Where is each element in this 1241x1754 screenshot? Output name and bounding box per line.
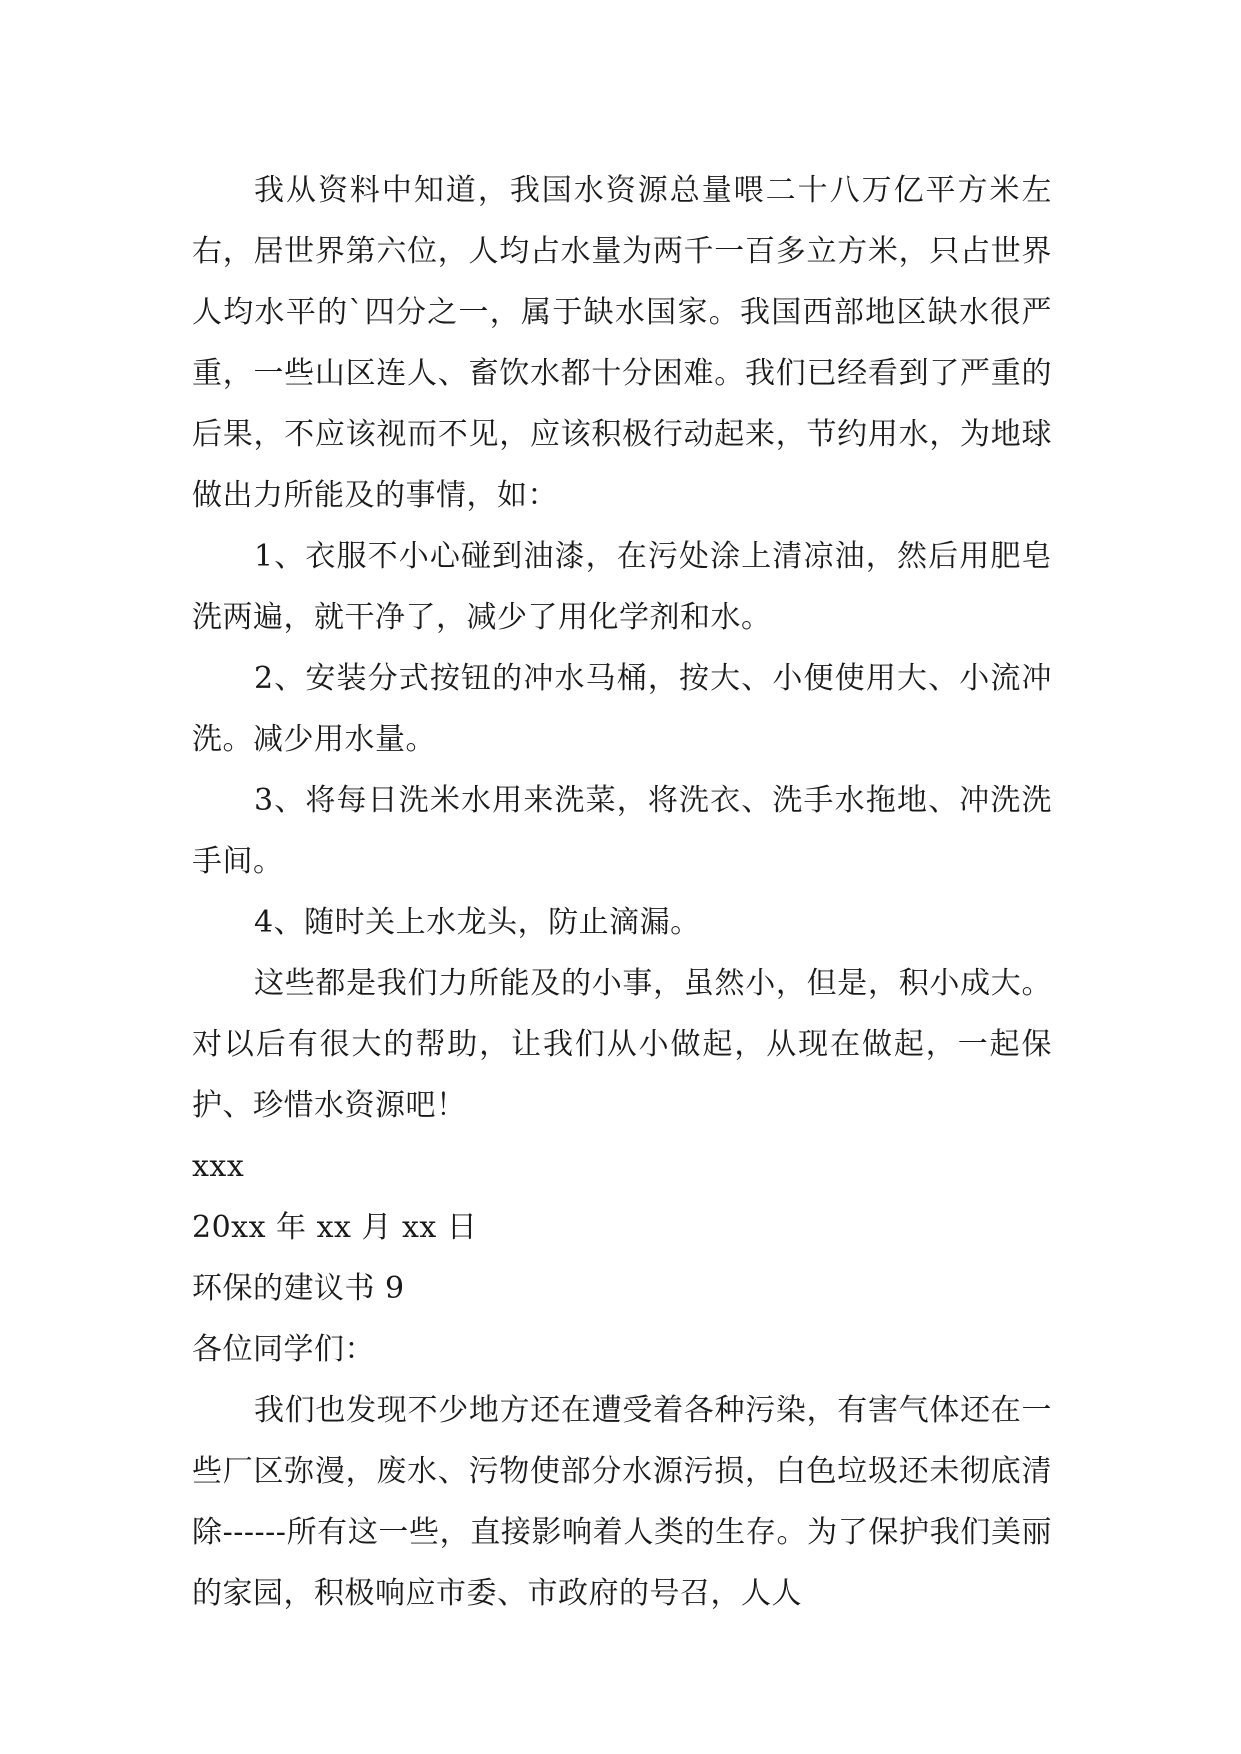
document-page	[192, 160, 1052, 1624]
list-item: 1、衣服不小心碰到油漆，在污处涂上清凉油，然后用肥皂洗两遍，就干净了，减少了用化学剂和水。	[192, 539, 1052, 635]
body-paragraph: 我们也发现不少地方还在遭受着各种污染，有害气体还在一些厂区弥漫，废水、污物使部分水源污损，白色垃圾还未彻底清除------所有这一些，直接影响着人类的生存。为了保护我们美丽的家园，积极响应市委、市政府的号召，人人	[192, 1393, 1052, 1611]
closing-paragraph: 这些都是我们力所能及的小事，虽然小，但是，积小成大。对以后有很大的帮助，让我们从小做起，从现在做起，一起保护、珍惜水资源吧！	[192, 966, 1052, 1123]
list-item: 3、将每日洗米水用来洗菜，将洗衣、洗手水拖地、冲洗洗手间。	[192, 783, 1052, 879]
date-line: 20xx 年 xx 月 xx 日	[192, 1210, 478, 1245]
section-title: 环保的建议书 9	[192, 1271, 405, 1306]
intro-paragraph: 我从资料中知道，我国水资源总量喂二十八万亿平方米左右，居世界第六位，人均占水量为两千一百多立方米，只占世界人均水平的`四分之一，属于缺水国家。我国西部地区缺水很严重，一些山区连人、畜饮水都十分困难。我们已经看到了严重的后果，不应该视而不见，应该积极行动起来，节约用水，为地球做出力所能及的事情，如：	[192, 173, 1052, 513]
list-item: 2、安装分式按钮的冲水马桶，按大、小便使用大、小流冲洗。减少用水量。	[192, 661, 1052, 757]
salutation: 各位同学们：	[192, 1332, 375, 1367]
signature: xxx	[192, 1149, 245, 1184]
list-item: 4、随时关上水龙头，防止滴漏。	[254, 905, 701, 940]
